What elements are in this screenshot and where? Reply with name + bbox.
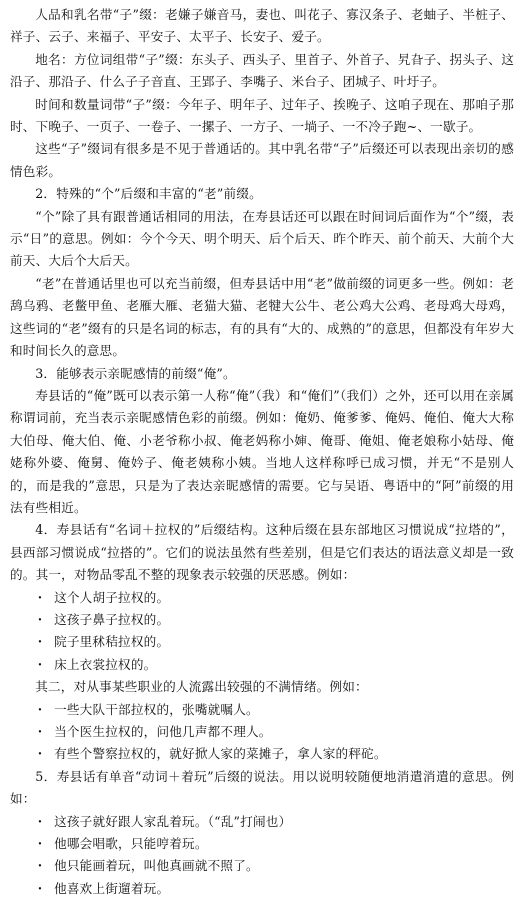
list-item: · 一些大队干部拉权的，张嘴就嘱人。 bbox=[10, 699, 514, 721]
list-item: · 这孩子鼻子拉权的。 bbox=[10, 609, 514, 631]
list-item: · 当个医生拉权的，问他几声都不理人。 bbox=[10, 721, 514, 743]
list-item: · 他哪会唱歌，只能哼着玩。 bbox=[10, 833, 514, 855]
list-item: · 有些个警察拉权的，就好掀人家的菜摊子，拿人家的秤砣。 bbox=[10, 743, 514, 765]
list-item: · 他喜欢上街遛着玩。 bbox=[10, 878, 514, 900]
section-heading-3: 3．能够表示亲昵感情的前缀“俺”。 bbox=[35, 365, 236, 381]
list-item: · 这个人胡子拉权的。 bbox=[10, 587, 514, 609]
paragraph-an-prefix: 寿县话的“俺”既可以表示第一人称“俺”（我）和“俺们”（我们）之外，还可以用在亲属称谓词前，充当表示亲昵感情色彩的前缀。例如：俺奶、俺爹爹、俺妈、俺伯、俺大大称大伯母、俺大伯、俺、小老爷称小叔、俺老妈称小婶、俺哥、俺姐、俺老娘称小姑母、俺姥称外婆、俺舅、俺妗子、俺老姨称小姨。当地人这样称呼已成习惯，并无“不是别人的，而是我的”意思，只是为了表达亲昵感情的需要。它与吴语、粤语中的“阿”前缀的用法有些相近。 bbox=[10, 387, 514, 515]
paragraph-nicknames: 人品和乳名带“子”缀：老嫌子嫌音马，妻也、叫花子、寡汉条子、老蚰子、半桩子、祥子、云子、来福子、平安子、太平子、长安子、爱子。 bbox=[10, 7, 514, 45]
paragraph-ge-suffix: “个”除了具有跟普通话相同的用法，在寿县话还可以跟在时间词后面作为“个”缀，表示“日”的意思。例如：今个今天、明个明天、后个后天、昨个昨天、前个前天、大前个大前天、大后个大后天。 bbox=[10, 208, 514, 269]
paragraph-time-quantity: 时间和数量词带“子”缀：今年子、明年子、过年子、挨晚子、这咱子现在、那咱子那时、下晚子、一页子、一卷子、一摞子、一方子、一埫子、一不冷子跑~、一歇子。 bbox=[10, 96, 514, 135]
paragraph-place-names: 地名：方位词组带“子”缀：东头子、西头子、里首子、外首子、旯旮子、拐头子、这沿子、那沿子、什么子子音直、王郢子、李嘴子、米台子、团城子、叶圩子。 bbox=[10, 51, 514, 90]
list-item: · 这孩子就好跟人家乱着玩。（“乱”打闹也） bbox=[10, 811, 514, 833]
paragraph-lao-prefix: “老”在普通话里也可以充当前缀，但寿县话中用“老”做前缀的词更多一些。例如：老鸹乌鸦、老鳖甲鱼、老雁大雁、老猫大猫、老犍大公牛、老公鸡大公鸡、老母鸡大母鸡，这些词的“老”缀有的只是名词的标志，有的具有“大的、成熟的”的意思，但都没有年岁大和时间长久的意思。 bbox=[10, 275, 514, 359]
section-heading-2: 2．特殊的“个”后缀和丰富的“老”前缀。 bbox=[35, 186, 262, 202]
list-item: · 院子里秫秸拉权的。 bbox=[10, 631, 514, 653]
paragraph-zi-summary: 这些“子”缀词有很多是不见于普通话的。其中乳名带“子”后缀还可以表现出亲切的感情色彩。 bbox=[10, 141, 514, 179]
paragraph-section-5: 5．寿县话有单音“动词＋着玩”后缀的说法。用以说明较随便地消遣消遣的意思。例如： bbox=[10, 768, 514, 807]
list-item: · 床上衣裳拉权的。 bbox=[10, 654, 514, 676]
paragraph-section-4: 4．寿县话有“名词＋拉权的”后缀结构。这种后缀在县东部地区习惯说成“拉塔的”，县西部习惯说成“拉搭的”。它们的说法虽然有些差别，但是它们表达的语法意义却是一致的。其一，对物品零乱不整的现象表示较强的厌恶感。例如： bbox=[10, 522, 514, 583]
paragraph-second-use: 其二，对从事某些职业的人流露出较强的不满情绪。例如： bbox=[35, 679, 368, 695]
list-item: · 他只能画着玩，叫他真画就不照了。 bbox=[10, 855, 514, 877]
